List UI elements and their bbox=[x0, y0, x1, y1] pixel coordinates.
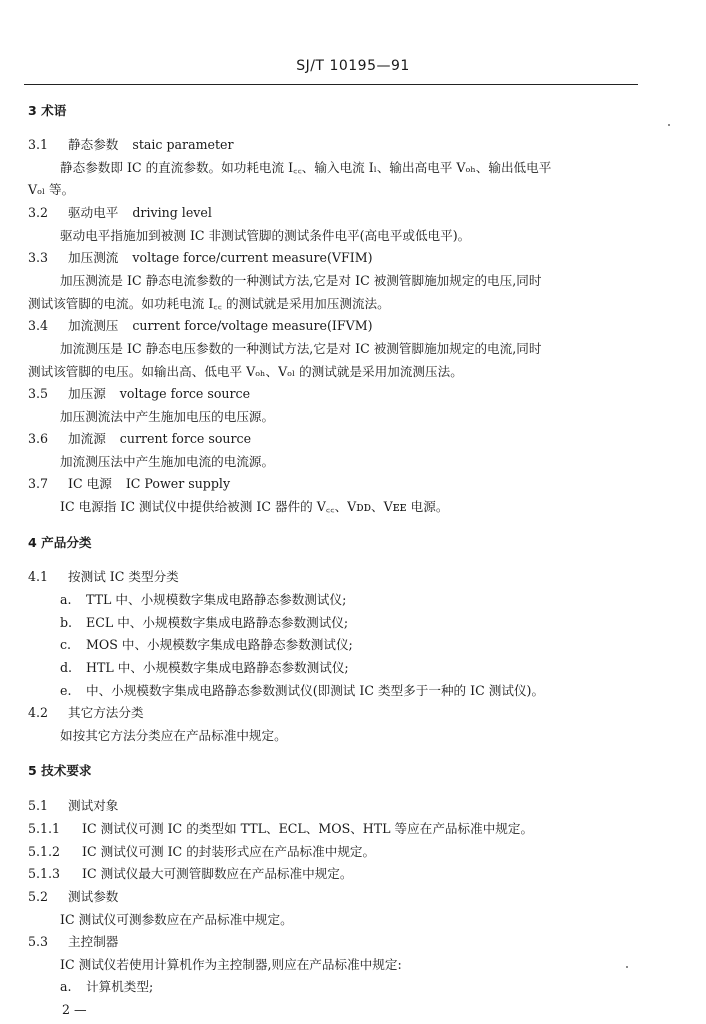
list-text: ECL 中、小规模数字集成电路静态参数测试仪; bbox=[86, 615, 349, 630]
clause-number: 5.1.2 bbox=[28, 844, 61, 859]
section-4-heading: 4 产品分类 bbox=[28, 535, 92, 550]
list-label: b. bbox=[60, 615, 73, 630]
clause-4-1-heading bbox=[28, 569, 179, 585]
list-item bbox=[60, 615, 348, 631]
clause-3-5-heading bbox=[28, 386, 250, 402]
clause-5-1-2 bbox=[28, 844, 375, 860]
clause-3-6-heading bbox=[28, 431, 251, 447]
clause-4-2-heading bbox=[28, 705, 144, 721]
clause-term-en: staic parameter bbox=[132, 137, 234, 152]
clause-title: 其它方法分类 bbox=[68, 705, 144, 720]
standard-code-header: SJ/T 10195—91 bbox=[296, 58, 410, 74]
clause-3-5-body: 加压测流法中产生施加电压的电压源。 bbox=[60, 409, 275, 424]
clause-number: 5.1 bbox=[28, 798, 49, 813]
clause-number: 5.2 bbox=[28, 889, 49, 904]
clause-term: 加流源 bbox=[68, 431, 106, 446]
clause-5-2-body: IC 测试仪可测参数应在产品标准中规定。 bbox=[60, 912, 293, 927]
list-label: a. bbox=[60, 592, 72, 607]
clause-number: 3.6 bbox=[28, 431, 49, 446]
clause-number: 3.3 bbox=[28, 250, 49, 265]
clause-text: IC 测试仪可测 IC 的封装形式应在产品标准中规定。 bbox=[82, 844, 376, 859]
clause-term-en: current force source bbox=[119, 431, 252, 446]
clause-number: 3.2 bbox=[28, 205, 49, 220]
clause-number: 3.7 bbox=[28, 476, 49, 491]
clause-number: 5.1.3 bbox=[28, 866, 61, 881]
clause-term: 加压测流 bbox=[68, 250, 119, 265]
clause-5-1-heading bbox=[28, 798, 118, 814]
scan-speck bbox=[668, 124, 670, 126]
clause-text: IC 测试仪可测 IC 的类型如 TTL、ECL、MOS、HTL 等应在产品标准中规定。 bbox=[82, 821, 534, 836]
clause-number: 3.1 bbox=[28, 137, 49, 152]
section-5-heading: 5 技术要求 bbox=[28, 763, 92, 778]
clause-3-1-heading bbox=[28, 137, 234, 153]
list-label: d. bbox=[60, 660, 73, 675]
list-item bbox=[60, 683, 544, 699]
clause-5-2-heading bbox=[28, 889, 118, 905]
page-number: 2 — bbox=[62, 1002, 87, 1017]
clause-number: 5.3 bbox=[28, 934, 49, 949]
list-text: TTL 中、小规模数字集成电路静态参数测试仪; bbox=[86, 592, 347, 607]
section-3-heading: 3 术语 bbox=[28, 103, 67, 118]
clause-term: 驱动电平 bbox=[68, 205, 119, 220]
clause-4-2-body: 如按其它方法分类应在产品标准中规定。 bbox=[60, 728, 287, 743]
clause-term: 加压源 bbox=[68, 386, 106, 401]
clause-3-3-body-2: 测试该管脚的电流。如功耗电流 I꜀꜀ 的测试就是采用加压测流法。 bbox=[28, 296, 390, 311]
clause-term-en: current force/voltage measure(IFVM) bbox=[132, 318, 373, 333]
list-label: c. bbox=[60, 637, 72, 652]
clause-3-7-body: IC 电源指 IC 测试仪中提供给被测 IC 器件的 V꜀꜀、Vᴅᴅ、Vᴇᴇ 电源。 bbox=[60, 499, 449, 514]
list-text: MOS 中、小规模数字集成电路静态参数测试仪; bbox=[86, 637, 353, 652]
clause-3-2-body: 驱动电平指施加到被测 IC 非测试管脚的测试条件电平(高电平或低电平)。 bbox=[60, 228, 471, 243]
clause-5-3-heading bbox=[28, 934, 118, 950]
clause-term-en: driving level bbox=[132, 205, 212, 220]
list-item bbox=[60, 660, 349, 676]
clause-term-en: voltage force source bbox=[119, 386, 251, 401]
clause-3-3-heading bbox=[28, 250, 373, 266]
clause-5-1-3 bbox=[28, 866, 353, 882]
clause-title: 主控制器 bbox=[68, 934, 119, 949]
list-text: 中、小规模数字集成电路静态参数测试仪(即测试 IC 类型多于一种的 IC 测试仪)。 bbox=[86, 683, 545, 698]
clause-number: 4.2 bbox=[28, 705, 49, 720]
list-item bbox=[60, 637, 353, 653]
list-item bbox=[60, 979, 153, 995]
clause-3-7-heading bbox=[28, 476, 230, 492]
list-label: a. bbox=[60, 979, 72, 994]
clause-3-4-body-2: 测试该管脚的电压。如输出高、低电平 Vₒₕ、Vₒₗ 的测试就是采用加流测压法。 bbox=[28, 364, 463, 379]
clause-3-6-body: 加流测压法中产生施加电流的电流源。 bbox=[60, 454, 275, 469]
clause-title: 测试对象 bbox=[68, 798, 119, 813]
scan-speck bbox=[626, 966, 628, 968]
clause-term-en: voltage force/current measure(VFIM) bbox=[132, 250, 373, 265]
list-text: HTL 中、小规模数字集成电路静态参数测试仪; bbox=[86, 660, 349, 675]
clause-5-1-1 bbox=[28, 821, 533, 837]
clause-3-3-body-1: 加压测流是 IC 静态电流参数的一种测试方法,它是对 IC 被测管脚施加规定的电压,同时 bbox=[60, 273, 542, 288]
clause-term: 静态参数 bbox=[68, 137, 119, 152]
clause-3-4-heading bbox=[28, 318, 373, 334]
clause-number: 3.4 bbox=[28, 318, 49, 333]
clause-3-1-body-2: Vₒₗ 等。 bbox=[28, 182, 75, 197]
clause-3-2-heading bbox=[28, 205, 212, 221]
list-text: 计算机类型; bbox=[86, 979, 154, 994]
clause-number: 4.1 bbox=[28, 569, 49, 584]
clause-title: 测试参数 bbox=[68, 889, 119, 904]
header-rule bbox=[24, 84, 638, 85]
list-label: e. bbox=[60, 683, 72, 698]
list-item bbox=[60, 592, 346, 608]
clause-number: 5.1.1 bbox=[28, 821, 61, 836]
clause-3-4-body-1: 加流测压是 IC 静态电压参数的一种测试方法,它是对 IC 被测管脚施加规定的电流,同时 bbox=[60, 341, 542, 356]
clause-number: 3.5 bbox=[28, 386, 49, 401]
clause-term-en: IC Power supply bbox=[125, 476, 231, 491]
clause-3-1-body-1: 静态参数即 IC 的直流参数。如功耗电流 I꜀꜀、输入电流 Iₗ、输出高电平 Vₒₕ、输出低电平 bbox=[60, 160, 552, 175]
clause-term: IC 电源 bbox=[68, 476, 112, 491]
clause-5-3-body: IC 测试仪若使用计算机作为主控制器,则应在产品标准中规定: bbox=[60, 957, 402, 972]
clause-title: 按测试 IC 类型分类 bbox=[68, 569, 179, 584]
clause-term: 加流测压 bbox=[68, 318, 119, 333]
clause-text: IC 测试仪最大可测管脚数应在产品标准中规定。 bbox=[82, 866, 353, 881]
